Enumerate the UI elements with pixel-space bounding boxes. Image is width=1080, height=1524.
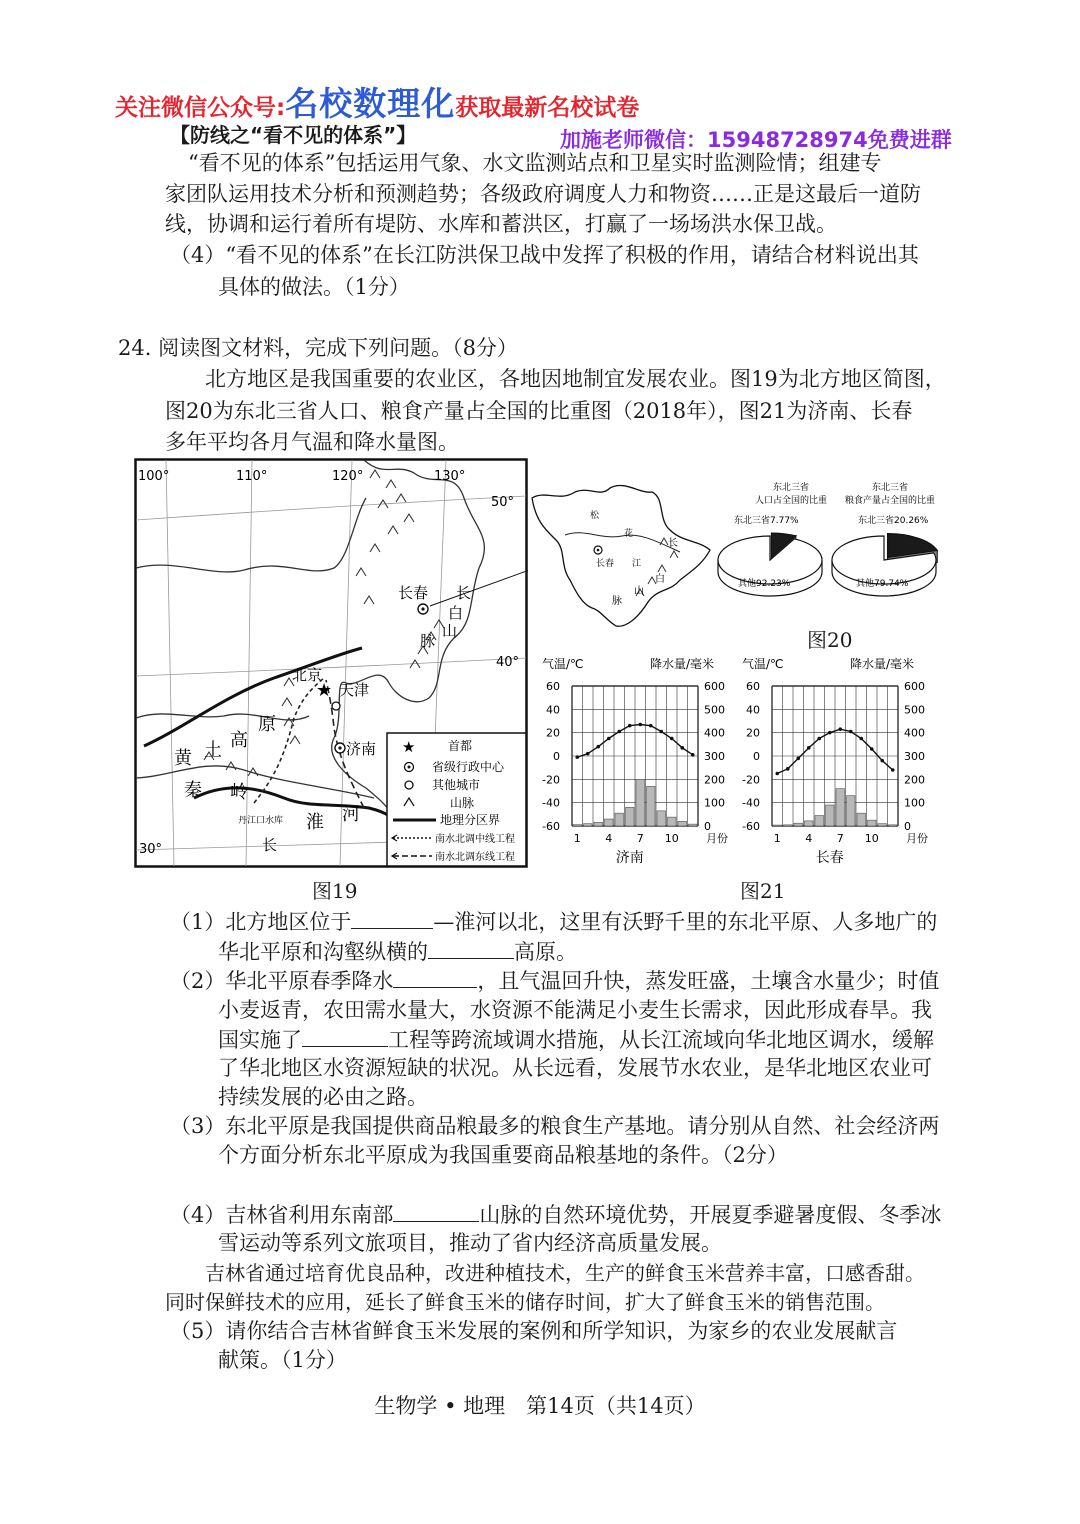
temperature-point [828,731,832,735]
temperature-point [807,746,811,750]
temperature-point [680,746,684,750]
month-tick: 4 [605,832,613,845]
question-q2 [170,965,939,996]
question-heading: 24. 阅读图文材料，完成下列问题。（8分） [118,336,518,360]
temperature-point [638,723,642,727]
month-axis-label: 月份 [906,832,928,845]
question-text: （4）“看不见的体系”在长江防洪保卫战中发挥了积极的作用，请结合材料说出其 [170,243,919,267]
precip-bar [857,813,866,826]
precip-tick: 500 [704,703,725,717]
material-line: 同时保鲜技术的应用，延长了鲜食玉米的储存时间，扩大了鲜食玉米的销售范围。 [165,1290,885,1314]
q2-part: ，且气温回升快，蒸发旺盛，土壤含水量少；时值 [477,969,940,993]
map-label-huang: 黄 [174,748,192,769]
section-title: 【防线之“看不见的体系”】 [170,123,417,147]
inset-label-bai: 白 [655,574,665,585]
answer-blank[interactable] [302,1024,388,1047]
intro-line: 图20为东北三省人口、粮食产量占全国的比重图（2018年），图21为济南、长春 [165,399,913,423]
intro-line: 北方地区是我国重要的农业区，各地因地制宜发展农业。图19为北方地区简图， [205,367,946,391]
q5-line: 献策。（1分） [218,1348,347,1372]
section-para-line: 线，协调和运行着所有堤防、水库和蓄洪区，打赢了一场场洪水保卫战。 [165,212,837,236]
precip-bar [794,823,803,826]
precip-tick: 600 [704,680,725,693]
precip-tick: 200 [904,773,925,787]
lon-120-label: 120° [332,469,364,484]
map-label-tianjin: 天津 [339,681,370,699]
precip-bar [573,825,582,826]
map-label-chang-river: 长 [262,836,278,854]
lat-50-label: 50° [491,495,515,510]
map-label-he: 河 [342,804,360,825]
temp-tick: -40 [542,796,560,810]
precip-axis-label: 降水量/毫米 [850,657,915,671]
pie-title-line: 东北三省 [871,483,909,493]
intro-line: 多年平均各月气温和降水量图。 [165,430,459,454]
inset-label-hua: 花 [624,529,634,539]
precip-bar [594,822,603,826]
temperature-point [786,767,790,771]
answer-blank[interactable] [393,965,477,988]
legend-star-icon: ★ [402,738,416,756]
answer-blank[interactable] [393,1199,479,1222]
month-axis-label: 月份 [706,832,728,845]
pie-title-line: 东北三省 [772,483,810,493]
temp-tick: 40 [746,703,760,717]
city-name-label: 济南 [615,850,644,866]
precip-bar [847,796,856,826]
fig19-caption: 图19 [312,879,358,903]
temperature-point [870,747,874,751]
lon-130-label: 130° [434,469,466,484]
map-label-ling: 岭 [230,782,248,803]
precip-tick: 300 [904,750,925,763]
temp-tick: 20 [746,726,760,740]
precip-bar [584,824,593,826]
precip-bar [689,824,698,826]
temp-tick: -60 [542,820,560,833]
precip-bar [773,825,782,826]
page-footer: 生物学 • 地理 第14页（共14页） [374,1394,706,1418]
pie-slice [718,536,822,584]
map-label-qin: 秦 [184,780,202,801]
pie-population [718,481,827,596]
q2-part: （2）华北平原春季降水 [170,969,394,993]
map-label-yuan: 原 [258,714,276,735]
question-q4 [170,1199,941,1230]
month-tick: 1 [573,832,581,845]
pie-title-line: 人口占全国的比重 [754,496,828,506]
precip-bar [626,807,635,826]
map-label-changchun: 长春 [398,584,429,602]
map-label-chang: 长 [456,584,472,602]
pie-slice-label: 东北三省7.77% [734,516,799,526]
temperature-point [617,730,621,734]
temp-tick: 0 [753,750,760,763]
temperature-point [575,755,579,759]
lat-30-label: 30° [139,842,163,857]
lon-110-label: 110° [236,469,268,484]
precip-tick: 300 [704,750,725,763]
precip-bar [805,821,814,826]
map-label-shan: 山 [442,622,458,640]
q1-part: —淮河以北，这里有沃野千里的东北平原、人多地广的 [433,910,938,934]
inset-label-song: 松 [590,511,600,521]
answer-blank[interactable] [428,936,514,959]
temperature-point [817,737,821,741]
fig20-caption: 图20 [807,628,853,652]
precip-bar [784,825,793,826]
precip-bar [815,816,824,827]
month-tick: 10 [664,832,679,845]
month-tick: 4 [805,832,813,845]
inset-label-chang: 长 [668,538,678,549]
map-label-bai: 白 [448,604,464,622]
month-tick: 7 [836,832,844,845]
temp-tick: 60 [746,680,760,693]
banner-prefix: 关注微信公众号: [115,95,286,121]
temp-tick: 60 [546,680,560,693]
temperature-point [838,727,842,731]
pie-slice-label: 其他92.23% [738,579,791,589]
q2-line: 持续发展的必由之路。 [218,1085,428,1109]
map-label-jinan: 济南 [346,740,377,758]
answer-blank[interactable] [351,906,433,929]
temp-tick: 0 [553,750,560,763]
precip-bar [678,821,687,826]
map-label-beijing: 北京 [292,666,323,684]
map-legend [387,733,526,866]
map-label-gao: 高 [230,730,248,751]
temperature-point [649,724,653,728]
temperature-point [775,772,779,776]
contact-line: 加施老师微信：15948728974免费进群 [560,128,952,152]
inset-label-mai: 脉 [612,596,622,607]
q1-part: 华北平原和沟壑纵横的 [218,940,428,964]
map-label-huai: 淮 [306,812,324,833]
temp-axis-label: 气温/℃ [742,657,784,671]
temperature-point [849,730,853,734]
inset-label-jiang: 江 [632,559,642,569]
material-line: 吉林省通过培育优良品种，改进种植技术，生产的鲜食玉米营养丰富，口感香甜。 [205,1261,925,1285]
temp-tick: 20 [546,726,560,740]
temperature-point [859,737,863,741]
precip-bar [826,805,835,826]
legend-east-route: 南水北调东线工程 [435,852,515,863]
temperature-point [880,759,884,763]
jilin-inset-map [530,480,715,630]
map-label-tu: 土 [204,740,222,761]
q2-part: 工程等跨流域调水措施，从长江流域向华北地区调水，缓解 [388,1028,934,1052]
temperature-point [670,737,674,741]
q3-line: 个方面分析东北平原成为我国重要商品粮基地的条件。（2分） [218,1143,788,1167]
pie-slice-label: 东北三省20.26% [858,516,929,526]
temperature-point [586,752,590,756]
question-q5: （5）请你结合吉林省鲜食玉米发展的案例和所学知识，为家乡的农业发展献言 [170,1319,898,1343]
month-tick: 7 [636,832,644,845]
temp-axis-label: 气温/℃ [542,657,584,671]
precip-bar [636,779,645,826]
pie-grain [832,481,937,596]
section-para-line: 家团队运用技术分析和预测趋势；各级政府调度人力和物资……正是这最后一道防 [165,182,921,206]
q2-line [218,1024,934,1055]
precip-bar [647,786,656,826]
temperature-point [891,768,895,772]
temp-tick: -20 [542,773,560,787]
climate-chart-jinan [542,656,728,866]
banner-brand: 名校数理化 [285,84,456,123]
lat-40-label: 40° [496,655,520,670]
q1-part: （1）北方地区位于 [170,910,352,934]
legend-middle-route: 南水北调中线工程 [435,834,515,845]
precip-tick: 400 [704,726,725,740]
precip-tick: 500 [904,703,925,717]
precip-bar [878,824,887,826]
legend-provincial-capital: 省级行政中心 [432,760,505,774]
lon-100-label: 100° [138,469,170,484]
question-q1-cont [218,936,577,967]
population-grain-pies [712,478,952,608]
temp-tick: 40 [546,703,560,717]
precip-bar [657,811,666,826]
q2-line: 小麦返青，农田需水量大，水资源不能满足小麦生长需求，因此形成春旱。我 [218,998,932,1022]
precip-bar [668,817,677,826]
precip-tick: 400 [904,726,925,740]
q2-line: 了华北地区水资源短缺的状况。从长远看，发展节水农业，是华北地区农业可 [218,1056,932,1080]
climate-charts [532,652,942,876]
temp-tick: -60 [742,820,760,833]
temp-tick: -20 [742,773,760,787]
temp-tick: -40 [742,796,760,810]
precip-bar [836,789,845,826]
promo-banner [115,78,640,123]
precip-tick: 200 [704,773,725,787]
legend-mountain: 山脉 [450,796,475,810]
q1-part: 高原。 [514,940,577,964]
temperature-point [659,730,663,734]
temperature-point [596,745,600,749]
question-q3: （3）东北平原是我国提供商品粮最多的粮食生产基地。请分别从自然、社会经济两 [170,1114,940,1138]
q2-part: 国实施了 [218,1028,302,1052]
section-para-line: “看不见的体系”包括运用气象、水文监测站点和卫星实时监测险情；组建专 [188,151,882,175]
q4-part: （4）吉林省利用东南部 [170,1203,394,1227]
fig21-caption: 图21 [740,879,786,903]
pie-title-line: 粮食产量占全国的比重 [844,496,936,506]
legend-capital: 首都 [448,739,473,753]
temperature-point [607,737,611,741]
q4-line: 雪运动等系列文旅项目，推动了省内经济高质量发展。 [218,1231,722,1255]
precip-bar [889,825,898,826]
precip-bar [605,819,614,826]
map-label-mai: 脉 [420,632,436,650]
capital-star-icon: ★ [316,680,333,701]
precip-bar [868,820,877,826]
inset-label-shan: 山 [634,586,644,597]
q4-part: 山脉的自然环境优势，开展夏季避暑度假、冬季冰 [479,1203,942,1227]
precip-bar [615,813,624,826]
precip-tick: 0 [704,820,711,833]
temperature-point [796,757,800,761]
month-tick: 10 [864,832,879,845]
temperature-point [691,753,695,757]
precip-tick: 100 [904,796,925,810]
map-label-danjiang: 丹江口水库 [238,816,284,826]
question-q1 [170,906,937,937]
temperature-point [628,724,632,728]
legend-region-boundary: 地理分区界 [440,813,501,827]
precip-tick: 100 [704,796,725,810]
precip-axis-label: 降水量/毫米 [650,657,715,671]
inset-label-changchun: 长春 [596,559,615,569]
banner-suffix: 获取最新名校试卷 [455,95,640,121]
precip-tick: 600 [904,680,925,693]
climate-chart-changchun [742,656,928,866]
city-name-label: 长春 [815,850,844,866]
legend-other-city: 其他城市 [432,778,481,792]
north-china-map [134,458,528,868]
pie-slice-label: 其他79.74% [856,579,909,589]
month-tick: 1 [773,832,781,845]
precip-tick: 0 [904,820,911,833]
question-text: 具体的做法。（1分） [218,275,410,299]
